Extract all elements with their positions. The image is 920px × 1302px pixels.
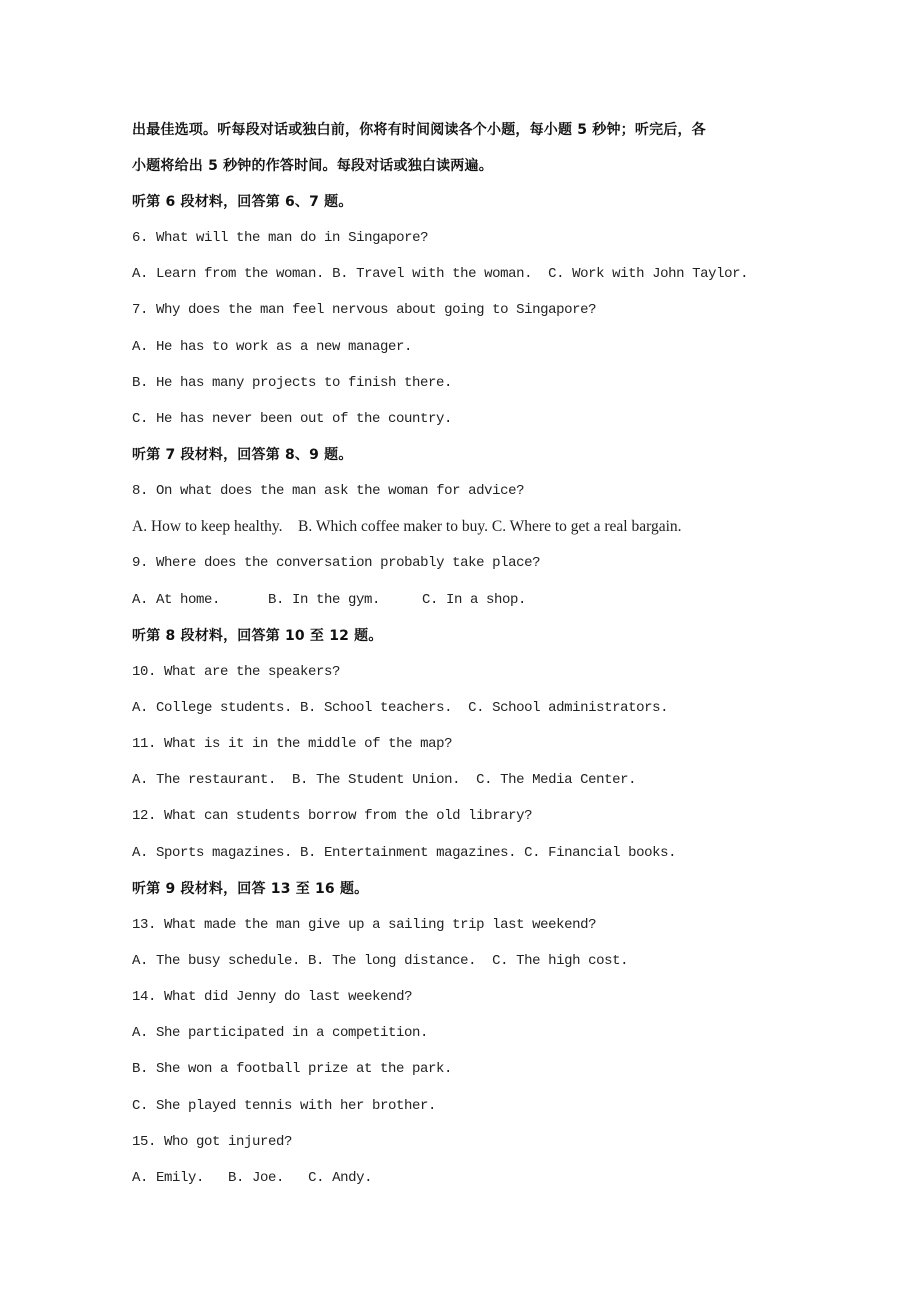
question-15 xyxy=(132,1132,292,1152)
question-6 xyxy=(132,228,428,248)
question-12-options xyxy=(132,843,676,863)
question-10 xyxy=(132,662,340,682)
section-heading-7: 听第 7 段材料，回答第 8、9 题。 xyxy=(132,447,353,463)
question-10-options xyxy=(132,698,668,718)
question-7-option-b: B. He has many projects to finish there. xyxy=(132,375,453,391)
option-c: C. Andy. xyxy=(308,1170,373,1186)
question-text: Where does the conversation probably take place? xyxy=(156,555,541,571)
option-b: B. Entertainment magazines. xyxy=(300,845,517,861)
question-7 xyxy=(132,300,596,320)
question-text: What will the man do in Singapore? xyxy=(156,230,429,246)
option-a: A. College students. xyxy=(132,700,293,716)
question-9 xyxy=(132,553,540,573)
question-11 xyxy=(132,734,452,754)
question-13-options xyxy=(132,951,628,971)
question-number: 8. xyxy=(132,483,149,499)
question-text: What is it in the middle of the map? xyxy=(164,736,453,752)
option-b: B. Travel with the woman. xyxy=(332,266,533,282)
question-14-option-a: A. She participated in a competition. xyxy=(132,1025,429,1041)
question-number: 12. xyxy=(132,808,157,824)
question-number: 11. xyxy=(132,736,157,752)
question-text: Why does the man feel nervous about going to Singapore? xyxy=(156,302,597,318)
question-9-options xyxy=(132,590,526,610)
question-8-options xyxy=(132,517,682,537)
question-number: 10. xyxy=(132,664,157,680)
option-b: B. Joe. xyxy=(228,1170,285,1186)
option-b: B. Which coffee maker to buy. xyxy=(298,518,488,535)
option-c: C. School administrators. xyxy=(468,700,669,716)
question-number: 6. xyxy=(132,230,149,246)
question-number: 13. xyxy=(132,917,157,933)
question-number: 7. xyxy=(132,302,149,318)
question-12 xyxy=(132,806,532,826)
option-c: C. The high cost. xyxy=(492,953,629,969)
option-c: C. The Media Center. xyxy=(476,772,637,788)
option-a: A. The busy schedule. xyxy=(132,953,301,969)
question-14-option-c: C. She played tennis with her brother. xyxy=(132,1098,437,1114)
option-b: B. School teachers. xyxy=(300,700,453,716)
question-7-option-a: A. He has to work as a new manager. xyxy=(132,339,413,355)
section-heading-8: 听第 8 段材料，回答第 10 至 12 题。 xyxy=(132,628,383,644)
question-7-option-c: C. He has never been out of the country. xyxy=(132,411,453,427)
question-text: What are the speakers? xyxy=(164,664,341,680)
question-13 xyxy=(132,915,596,935)
question-15-options xyxy=(132,1168,372,1188)
option-c: C. Where to get a real bargain. xyxy=(491,518,682,535)
option-c: C. Work with John Taylor. xyxy=(548,266,749,282)
question-14 xyxy=(132,987,412,1007)
question-text: Who got injured? xyxy=(164,1134,293,1150)
question-text: On what does the man ask the woman for advice? xyxy=(156,483,525,499)
option-a: A. Sports magazines. xyxy=(132,845,293,861)
question-11-options xyxy=(132,770,636,790)
option-b: B. The Student Union. xyxy=(292,772,461,788)
question-number: 14. xyxy=(132,989,157,1005)
intro-line-2: 小题将给出 5 秒钟的作答时间。每段对话或独白读两遍。 xyxy=(132,158,493,174)
question-text: What can students borrow from the old library? xyxy=(164,808,533,824)
option-b: B. The long distance. xyxy=(308,953,477,969)
option-c: C. Financial books. xyxy=(524,845,677,861)
intro-line-1: 出最佳选项。听每段对话或独白前，你将有时间阅读各个小题，每小题 5 秒钟；听完后，各 xyxy=(132,122,706,138)
question-8 xyxy=(132,481,524,501)
question-14-option-b: B. She won a football prize at the park. xyxy=(132,1061,453,1077)
question-6-options xyxy=(132,264,748,284)
option-a: A. Emily. xyxy=(132,1170,205,1186)
option-b: B. In the gym. xyxy=(268,592,381,608)
option-a: A. The restaurant. xyxy=(132,772,277,788)
question-number: 9. xyxy=(132,555,149,571)
question-text: What made the man give up a sailing trip last weekend? xyxy=(164,917,597,933)
option-a: A. At home. xyxy=(132,592,221,608)
question-text: What did Jenny do last weekend? xyxy=(164,989,413,1005)
option-a: A. Learn from the woman. xyxy=(132,266,325,282)
section-heading-9: 听第 9 段材料，回答 13 至 16 题。 xyxy=(132,881,369,897)
option-a: A. How to keep healthy. xyxy=(132,518,283,535)
option-c: C. In a shop. xyxy=(422,592,527,608)
section-heading-6: 听第 6 段材料，回答第 6、7 题。 xyxy=(132,194,353,210)
question-number: 15. xyxy=(132,1134,157,1150)
